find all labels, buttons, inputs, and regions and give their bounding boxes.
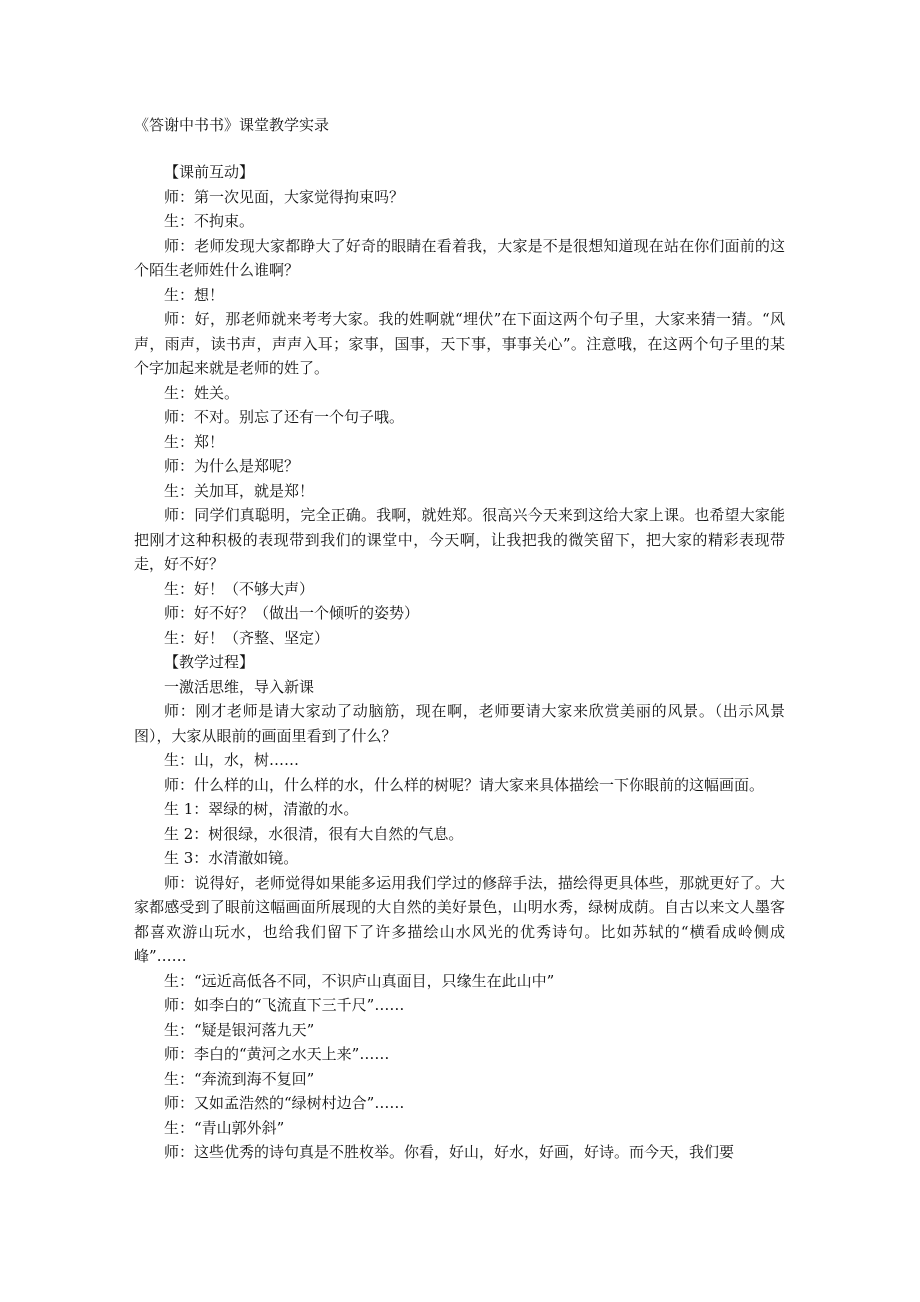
dialogue-line: 生：“远近高低各不同，不识庐山真面目，只缘生在此山中” xyxy=(164,971,555,990)
dialogue-line: 一激活思维，导入新课 xyxy=(164,677,315,696)
dialogue-line: 生 1：翠绿的树，清澈的水。 xyxy=(164,800,359,818)
dialogue-line: 师：同学们真聪明，完全正确。我啊，就姓郑。很高兴今天来到这给大家上课。也希望大家能把刚才这种积极的表现带到我们的课堂中，今天啊，让我把我的微笑留下，把大家的精彩表现带走，好不好？ xyxy=(134,506,785,573)
dialogue-line: 生：好！（不够大声） xyxy=(164,579,315,598)
dialogue-line: 师：这些优秀的诗句真是不胜枚举。你看，好山，好水，好画，好诗。而今天，我们要 xyxy=(164,1143,735,1161)
dialogue-line: 生 3：水清澈如镜。 xyxy=(164,849,299,867)
dialogue-line: 师：说得好，老师觉得如果能多运用我们学过的修辞手法，描绘得更具体些，那就更好了。大家都感受到了眼前这幅画面所展现的大自然的美好景色，山明水秀，绿树成荫。自古以来文人墨客都喜欢游山玩水，也给我们留下了许多描绘山水风光的优秀诗句。比如苏轼的“横看成岭侧成峰”…… xyxy=(134,873,785,965)
dialogue-line: 生：“青山郭外斜” xyxy=(164,1118,285,1137)
dialogue-line: 师：第一次见面，大家觉得拘束吗？ xyxy=(164,187,405,206)
dialogue-line: 生：不拘束。 xyxy=(164,212,255,230)
document-title: 《答谢中书书》课堂教学实录 xyxy=(134,116,330,134)
section-heading: 【课前互动】 xyxy=(164,163,255,181)
dialogue-line: 生：郑！ xyxy=(164,432,225,451)
dialogue-line: 师：好，那老师就来考考大家。我的姓啊就“埋伏”在下面这两个句子里，大家来猜一猜。“风声，雨声，读书声，声声入耳；家事，国事，天下事，事事关心”。注意哦，在这两个句子里的某个字加起来就是老师的姓了。 xyxy=(134,310,785,377)
dialogue-line: 生：想！ xyxy=(164,285,225,304)
dialogue-line: 师：又如孟浩然的“绿树村边合”…… xyxy=(164,1094,405,1112)
section-heading: 【教学过程】 xyxy=(164,653,255,671)
dialogue-line: 生：好！（齐整、坚定） xyxy=(164,628,330,647)
dialogue-line: 生：“奔流到海不复回” xyxy=(164,1069,315,1088)
dialogue-line: 师：不对。别忘了还有一个句子哦。 xyxy=(164,408,405,426)
dialogue-line: 师：如李白的“飞流直下三千尺”…… xyxy=(164,996,405,1014)
dialogue-line: 师：为什么是郑呢？ xyxy=(164,457,300,475)
dialogue-line: 师：老师发现大家都睁大了好奇的眼睛在看着我，大家是不是很想知道现在站在你们面前的这个陌生老师姓什么谁啊？ xyxy=(134,236,785,279)
dialogue-line: 师：好不好？（做出一个倾听的姿势） xyxy=(164,604,420,622)
dialogue-line: 师：刚才老师是请大家动了动脑筋，现在啊，老师要请大家来欣赏美丽的风景。（出示风景图），大家从眼前的画面里看到了什么？ xyxy=(134,702,785,745)
dialogue-line: 生：山，水，树…… xyxy=(164,751,300,769)
dialogue-line: 生：姓关。 xyxy=(164,383,240,402)
dialogue-line: 生：“疑是银河落九天” xyxy=(164,1020,315,1039)
dialogue-line: 师：什么样的山，什么样的水，什么样的树呢？请大家来具体描绘一下你眼前的这幅画面。 xyxy=(164,775,765,794)
dialogue-line: 生 2：树很绿，水很清，很有大自然的气息。 xyxy=(164,824,464,843)
dialogue-line: 师：李白的“黄河之水天上来”…… xyxy=(164,1045,390,1063)
dialogue-line: 生：关加耳，就是郑！ xyxy=(164,481,315,500)
document-body xyxy=(134,160,785,1165)
